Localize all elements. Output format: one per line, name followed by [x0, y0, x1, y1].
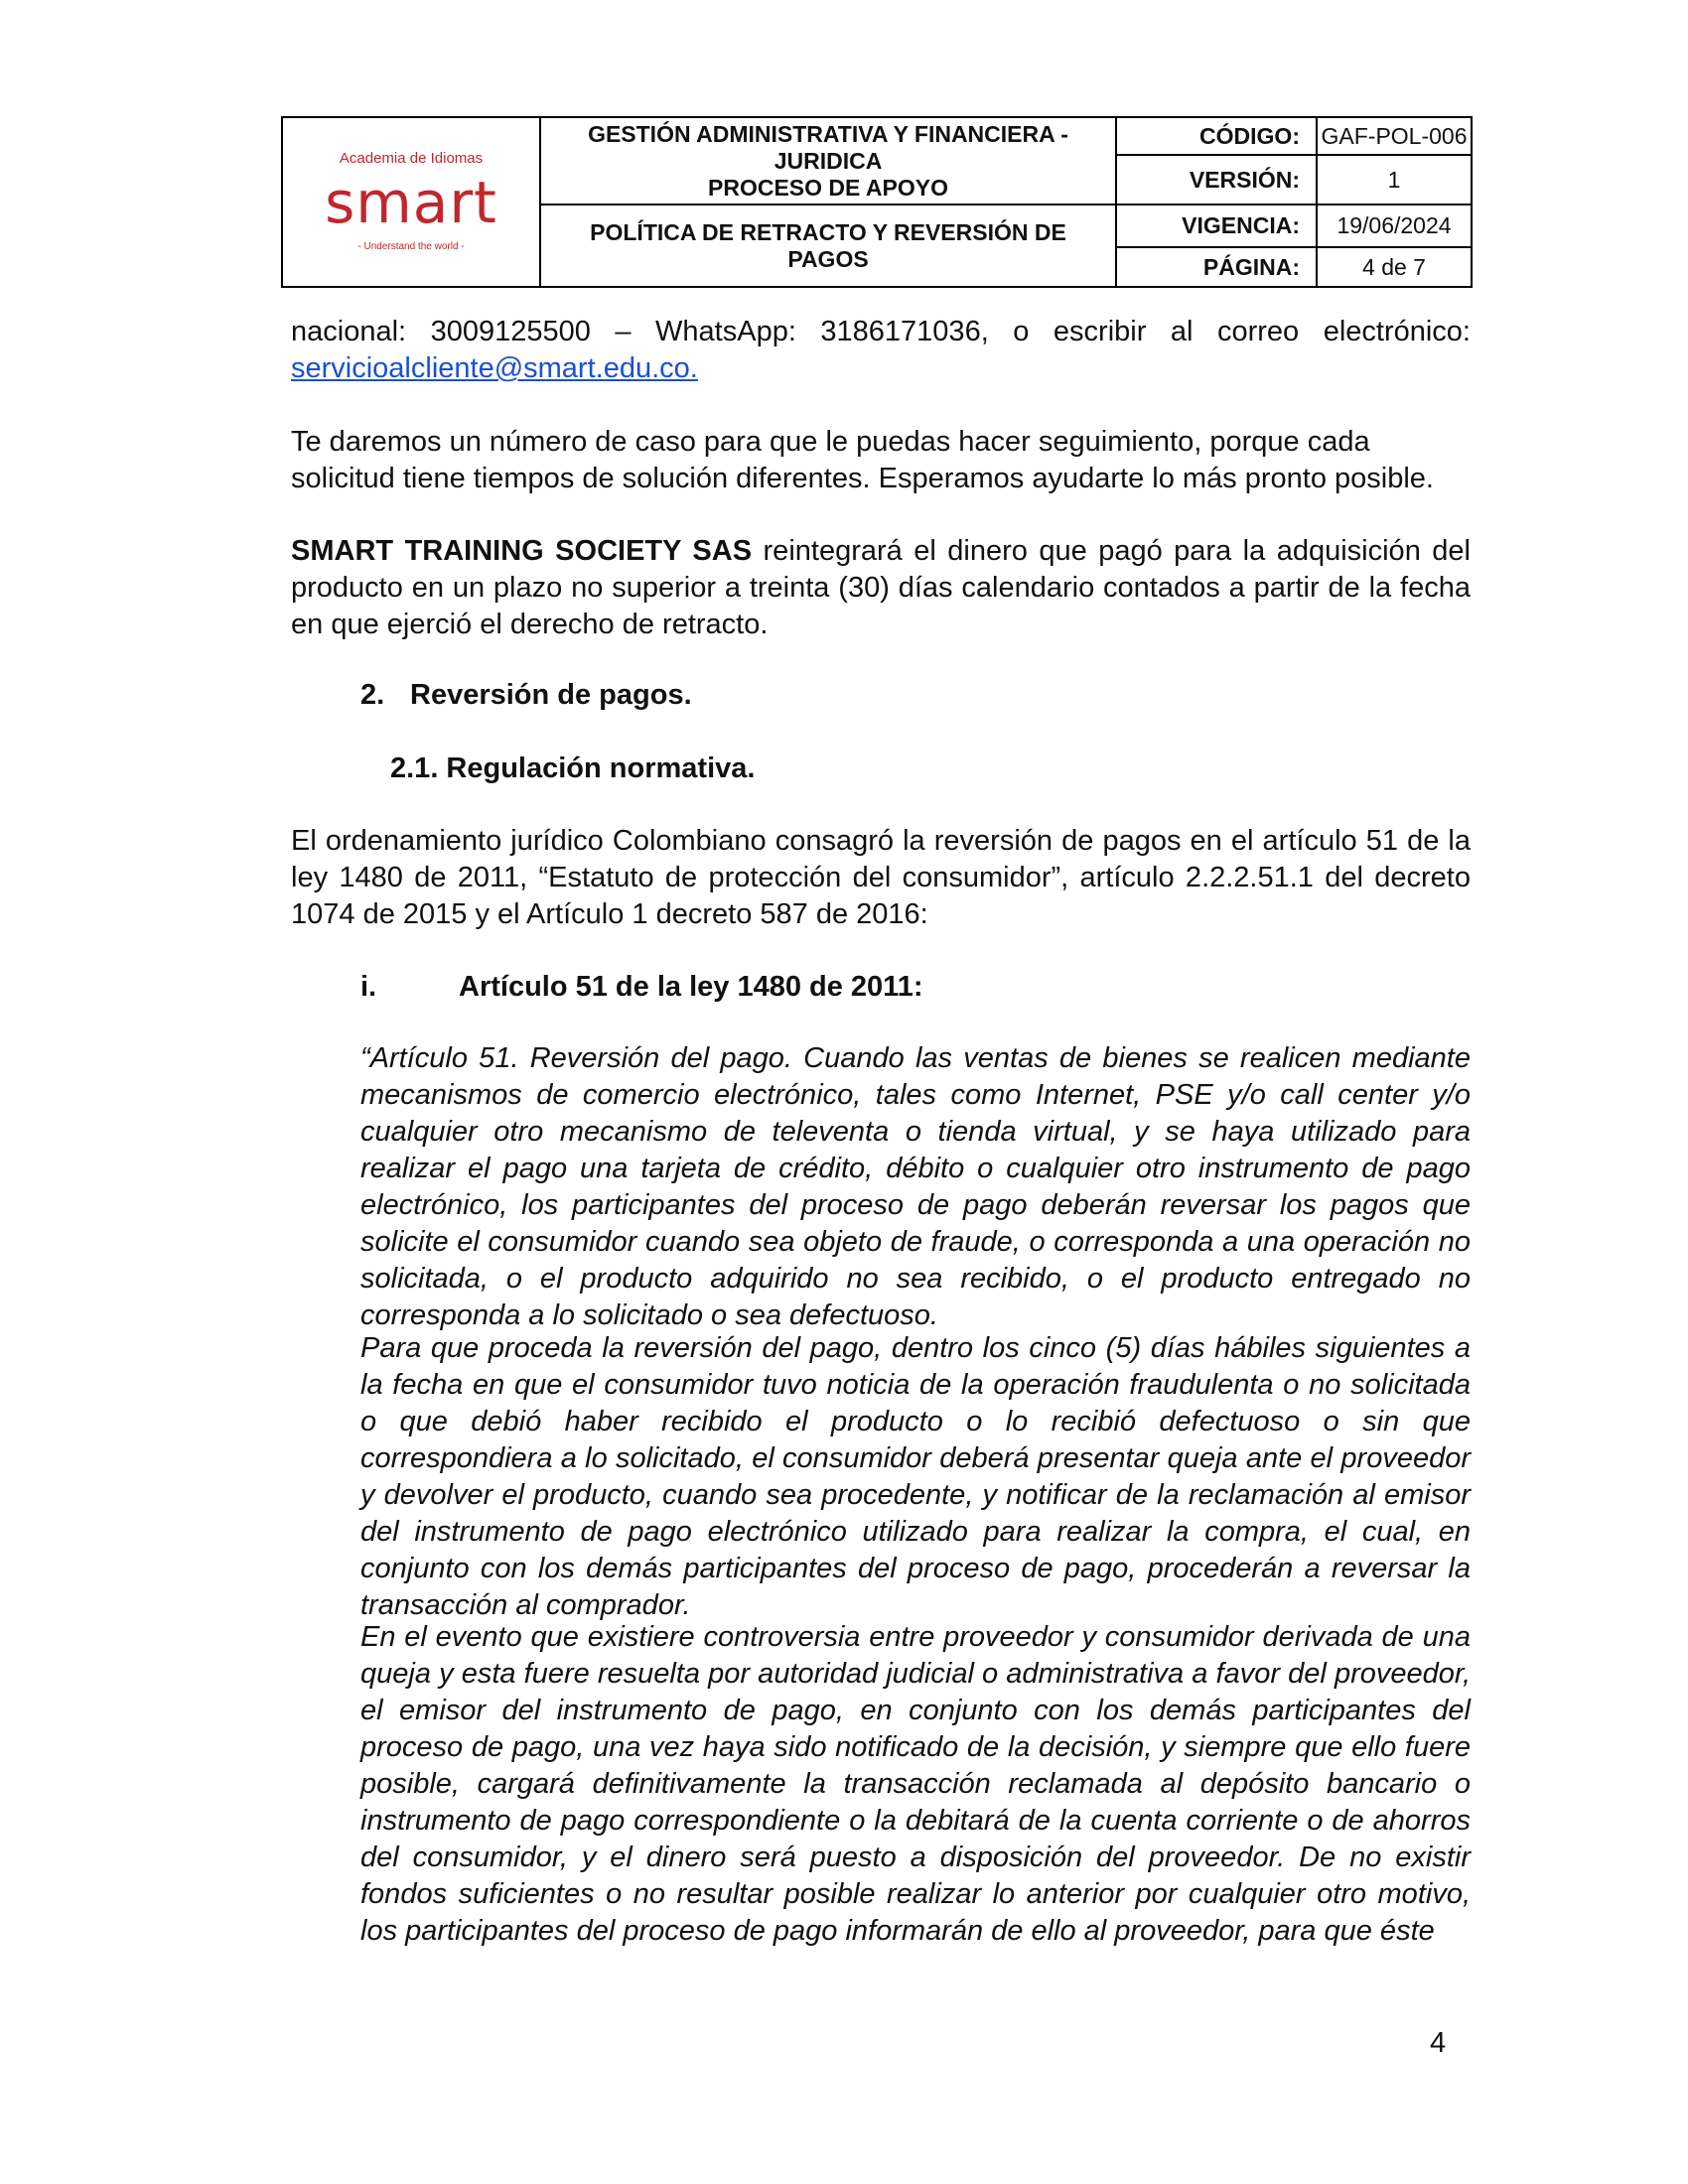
pagina-value: 4 de 7 [1317, 247, 1472, 287]
page-number: 4 [1430, 2027, 1447, 2059]
codigo-value: GAF-POL-006 [1317, 117, 1472, 155]
version-label: VERSIÓN: [1116, 155, 1317, 205]
version-value: 1 [1317, 155, 1472, 205]
vigencia-value: 19/06/2024 [1317, 205, 1472, 247]
section-2-title: Reversión de pagos. [410, 679, 692, 711]
logo-tagline: - Understand the world - [357, 240, 465, 252]
section-2-1-title: 2.1. Regulación normativa. [390, 752, 756, 784]
company-name: SMART TRAINING SOCIETY SAS [291, 535, 753, 567]
logo-top-text: Academia de Idiomas [339, 149, 484, 167]
quote-paragraph-2: Para que proceda la reversión del pago, dentro los cinco (5) días hábiles siguientes a la fecha en que el consumidor tuvo noticia de la operación fraudulenta o no solicitada o que debió haber recibido el producto o lo recibió defectuoso o sin que correspondiera a lo solicitado, el consumidor deberá presentar queja ante el proveedor y devolver el producto, cuando sea procedente, y notificar de la reclamación al emisor del instrumento de pago electrónico utilizado para realizar la compra, el cual, en conjunto con los demás participantes del proceso de pago, procederán a reversar la transacción al comprador. [360, 1332, 1471, 1621]
area-line-3: PROCESO DE APOYO [708, 174, 948, 201]
quote-paragraph-3: En el evento que existiere controversia entre proveedor y consumidor derivada de una queja y esta fuere resuelta por autoridad judicial o administrativa a favor del proveedor, el emisor del instrumento de pago, en conjunto con los demás participantes del proceso de pago, una vez haya sido notificado de la decisión, y siempre que ello fuere posible, cargará definitivamente la transacción reclamada al depósito bancario o instrumento de pago correspondiente o la debitará de la cuenta corriente o de ahorros del consumidor, y el dinero será puesto a disposición del proveedor. De no existir fondos suficientes o no resultar posible realizar lo anterior por cualquier otro motivo, los participantes del proceso de pago informarán de ello al proveedor, para que éste [360, 1621, 1471, 1947]
document-header [281, 116, 1473, 288]
vigencia-label: VIGENCIA: [1116, 205, 1317, 247]
company-logo [282, 117, 540, 287]
codigo-label: CÓDIGO: [1116, 117, 1317, 155]
area-line-2: JURIDICA [774, 147, 883, 174]
email-link[interactable]: servicioalcliente@smart.edu.co. [291, 352, 698, 384]
quote-paragraph-1: “Artículo 51. Reversión del pago. Cuando las ventas de bienes se realicen mediante mecanismos de comercio electrónico, tales como Internet, PSE y/o call center y/o cualquier otro mecanismo de televenta o tienda virtual, y se haya utilizado para realizar el pago una tarjeta de crédito, débito o cualquier otro instrumento de pago electrónico, los participantes del proceso de pago deberán reversar los pagos que solicite el consumidor cuando sea objeto de fraude, o corresponda a una operación no solicitada, o el producto adquirido no sea recibido, o el producto entregado no corresponda a lo solicitado o sea defectuoso. [360, 1042, 1471, 1331]
refund-paragraph: SMART TRAINING SOCIETY SAS reintegrará el dinero que pagó para la adquisición del producto en un plazo no superior a treinta (30) días calendario contados a partir de la fecha en que ejerció el derecho de retracto. [291, 535, 1471, 640]
process-area-cell [540, 117, 1116, 205]
regulation-paragraph: El ordenamiento jurídico Colombiano consagró la reversión de pagos en el artículo 51 de la ley 1480 de 2011, “Estatuto de protección del consumidor”, artículo 2.2.2.51.1 del decreto 1074 de 2015 y el Artículo 1 decreto 587 de 2016: [291, 825, 1471, 930]
pagina-label: PÁGINA: [1116, 247, 1317, 287]
policy-title: POLÍTICA DE RETRACTO Y REVERSIÓN DE PAGOS [540, 205, 1116, 287]
case-paragraph: Te daremos un número de caso para que le puedas hacer seguimiento, porque cada solicitud tiene tiempos de solución diferentes. Esperamos ayudarte lo más pronto posible. [291, 426, 1434, 494]
email-line [291, 350, 1471, 387]
logo-wordmark: smart [325, 168, 497, 236]
item-i-number: i. [360, 971, 377, 1003]
item-i-title: Artículo 51 de la ley 1480 de 2011: [459, 971, 923, 1003]
area-line-1: GESTIÓN ADMINISTRATIVA Y FINANCIERA - [588, 120, 1068, 147]
contact-paragraph: nacional: 3009125500 – WhatsApp: 3186171036, o escribir al correo electrónico: [291, 316, 1471, 347]
section-2-number: 2. [360, 679, 385, 711]
